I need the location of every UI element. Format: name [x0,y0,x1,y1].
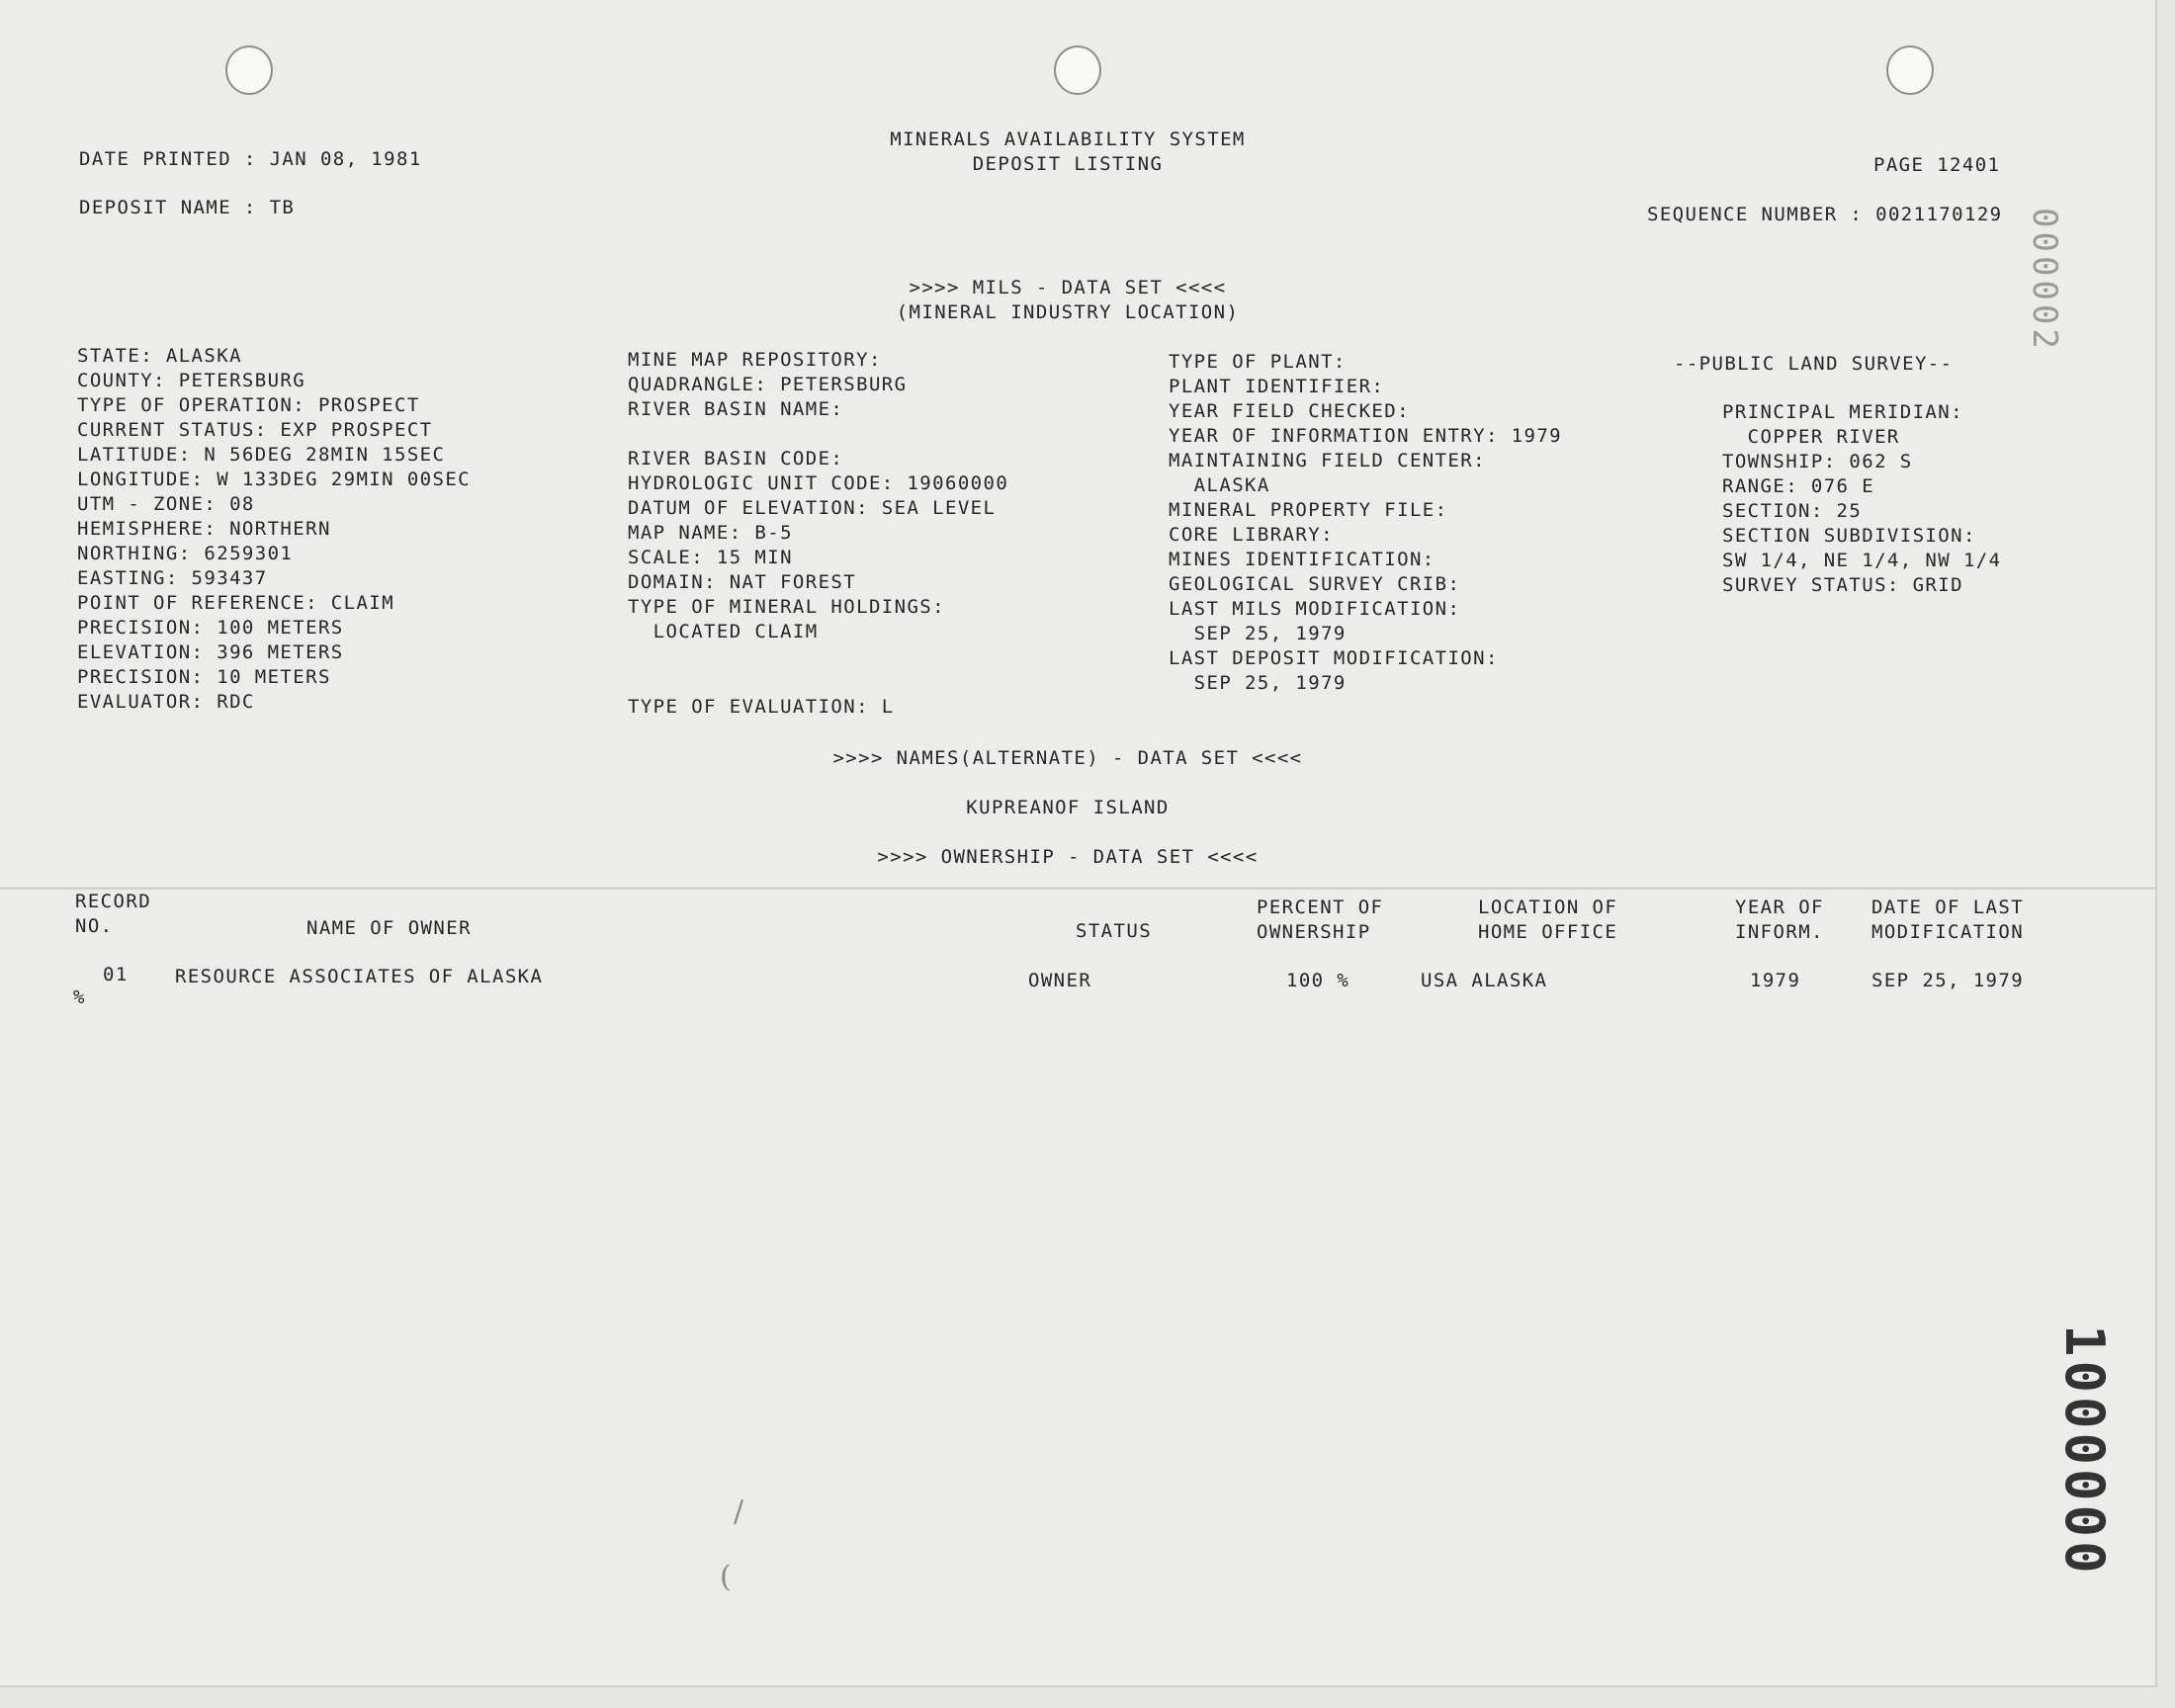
domain-field: DOMAIN: NAT FOREST [628,571,857,593]
margin-mark: % [73,986,86,1008]
year-field-checked-field: YEAR FIELD CHECKED: [1169,400,1410,422]
year-of-inform-header: YEAR OF INFORM. [1735,897,1824,943]
row-year: 1979 [1750,970,1801,991]
last-deposit-modification-date: SEP 25, 1979 [1169,672,1347,694]
status-header: STATUS [1076,920,1153,942]
evaluation-type-field: TYPE OF EVALUATION: L [628,696,895,718]
easting-field: EASTING: 593437 [77,567,268,589]
record-no-header: RECORD NO. [75,891,152,937]
plant-type-field: TYPE OF PLANT: [1169,351,1347,373]
names-section-title: >>>> NAMES(ALTERNATE) - DATA SET <<<< [832,747,1303,769]
pencil-mark: ( [720,1560,732,1594]
deposit-name: DEPOSIT NAME : TB [79,197,296,218]
row-owner-name: RESOURCE ASSOCIATES OF ALASKA [175,966,544,987]
utm-zone-field: UTM - ZONE: 08 [77,493,255,515]
river-basin-name-field: RIVER BASIN NAME: [628,398,844,420]
pencil-mark: / [734,1494,744,1529]
scale-field: SCALE: 15 MIN [628,547,793,568]
last-deposit-modification-field: LAST DEPOSIT MODIFICATION: [1169,647,1499,669]
principal-meridian-field: PRINCIPAL MERIDIAN: [1722,401,1963,423]
row-home-office-location: USA ALASKA [1421,970,1548,991]
maintaining-field-center-value: ALASKA [1169,474,1270,496]
northing-field: NORTHING: 6259301 [77,543,294,564]
elevation-precision-field: PRECISION: 10 METERS [77,666,331,688]
owner-name-header: NAME OF OWNER [306,917,472,939]
row-record-no: 01 [103,964,129,985]
system-title: MINERALS AVAILABILITY SYSTEM [890,128,1246,150]
punch-hole-center [1054,45,1101,95]
principal-meridian-value: COPPER RIVER [1722,426,1900,448]
filing-stamp-top: 000002 [2025,208,2064,353]
maintaining-field-center-field: MAINTAINING FIELD CENTER: [1169,450,1486,471]
sequence-number: SEQUENCE NUMBER : 0021170129 [1647,204,2003,225]
date-of-last-modification-header: DATE OF LAST MODIFICATION [1871,897,2025,943]
mineral-holdings-value: LOCATED CLAIM [628,621,819,642]
page-fold-line [0,886,2155,890]
longitude-field: LONGITUDE: W 133DEG 29MIN 00SEC [77,469,472,490]
section-field: SECTION: 25 [1722,500,1863,522]
township-field: TOWNSHIP: 062 S [1722,451,1913,472]
section-subdivision-value: SW 1/4, NE 1/4, NW 1/4 [1722,550,2002,571]
last-mils-modification-date: SEP 25, 1979 [1169,623,1347,644]
mines-identification-field: MINES IDENTIFICATION: [1169,549,1436,570]
geological-survey-crib-field: GEOLOGICAL SURVEY CRIB: [1169,573,1461,595]
home-office-location-header: LOCATION OF HOME OFFICE [1478,897,1618,943]
mils-section-subtitle: (MINERAL INDUSTRY LOCATION) [896,301,1240,323]
state-field: STATE: ALASKA [77,345,242,367]
evaluator-field: EVALUATOR: RDC [77,691,255,713]
point-of-reference-field: POINT OF REFERENCE: CLAIM [77,592,394,614]
last-mils-modification-field: LAST MILS MODIFICATION: [1169,598,1461,620]
year-of-information-entry-field: YEAR OF INFORMATION ENTRY: 1979 [1169,425,1563,447]
hemisphere-field: HEMISPHERE: NORTHERN [77,518,331,540]
current-status-field: CURRENT STATUS: EXP PROSPECT [77,419,433,441]
hydrologic-unit-code-field: HYDROLOGIC UNIT CODE: 19060000 [628,472,1009,494]
operation-type-field: TYPE OF OPERATION: PROSPECT [77,394,420,416]
core-library-field: CORE LIBRARY: [1169,524,1334,546]
mineral-property-file-field: MINERAL PROPERTY FILE: [1169,499,1448,521]
datum-of-elevation-field: DATUM OF ELEVATION: SEA LEVEL [628,497,997,519]
survey-status-field: SURVEY STATUS: GRID [1722,574,1963,596]
river-basin-code-field: RIVER BASIN CODE: [628,448,844,470]
punch-hole-right [1886,45,1934,95]
listing-title: DEPOSIT LISTING [972,153,1164,175]
plant-identifier-field: PLANT IDENTIFIER: [1169,376,1385,397]
map-name-field: MAP NAME: B-5 [628,522,793,544]
alternate-name: KUPREANOF ISLAND [966,797,1170,818]
percent-ownership-header: PERCENT OF OWNERSHIP [1257,897,1384,943]
filing-stamp-bottom: 1000000 [2053,1324,2116,1578]
row-status: OWNER [1028,970,1092,991]
range-field: RANGE: 076 E [1722,475,1875,497]
punch-hole-left [225,45,273,95]
quadrangle-field: QUADRANGLE: PETERSBURG [628,374,908,395]
precision-field: PRECISION: 100 METERS [77,617,344,639]
latitude-field: LATITUDE: N 56DEG 28MIN 15SEC [77,444,446,466]
ownership-section-title: >>>> OWNERSHIP - DATA SET <<<< [877,846,1259,868]
row-last-modification-date: SEP 25, 1979 [1871,970,2025,991]
mineral-holdings-type-field: TYPE OF MINERAL HOLDINGS: [628,596,945,618]
elevation-field: ELEVATION: 396 METERS [77,641,344,663]
mils-section-title: >>>> MILS - DATA SET <<<< [909,277,1227,299]
section-subdivision-field: SECTION SUBDIVISION: [1722,525,1976,547]
row-percent: 100 % [1286,970,1350,991]
public-land-survey-title: --PUBLIC LAND SURVEY-- [1674,353,1954,375]
page-number: PAGE 12401 [1873,154,2001,176]
date-printed: DATE PRINTED : JAN 08, 1981 [79,148,422,170]
county-field: COUNTY: PETERSBURG [77,370,306,391]
mine-map-repository-field: MINE MAP REPOSITORY: [628,349,882,371]
